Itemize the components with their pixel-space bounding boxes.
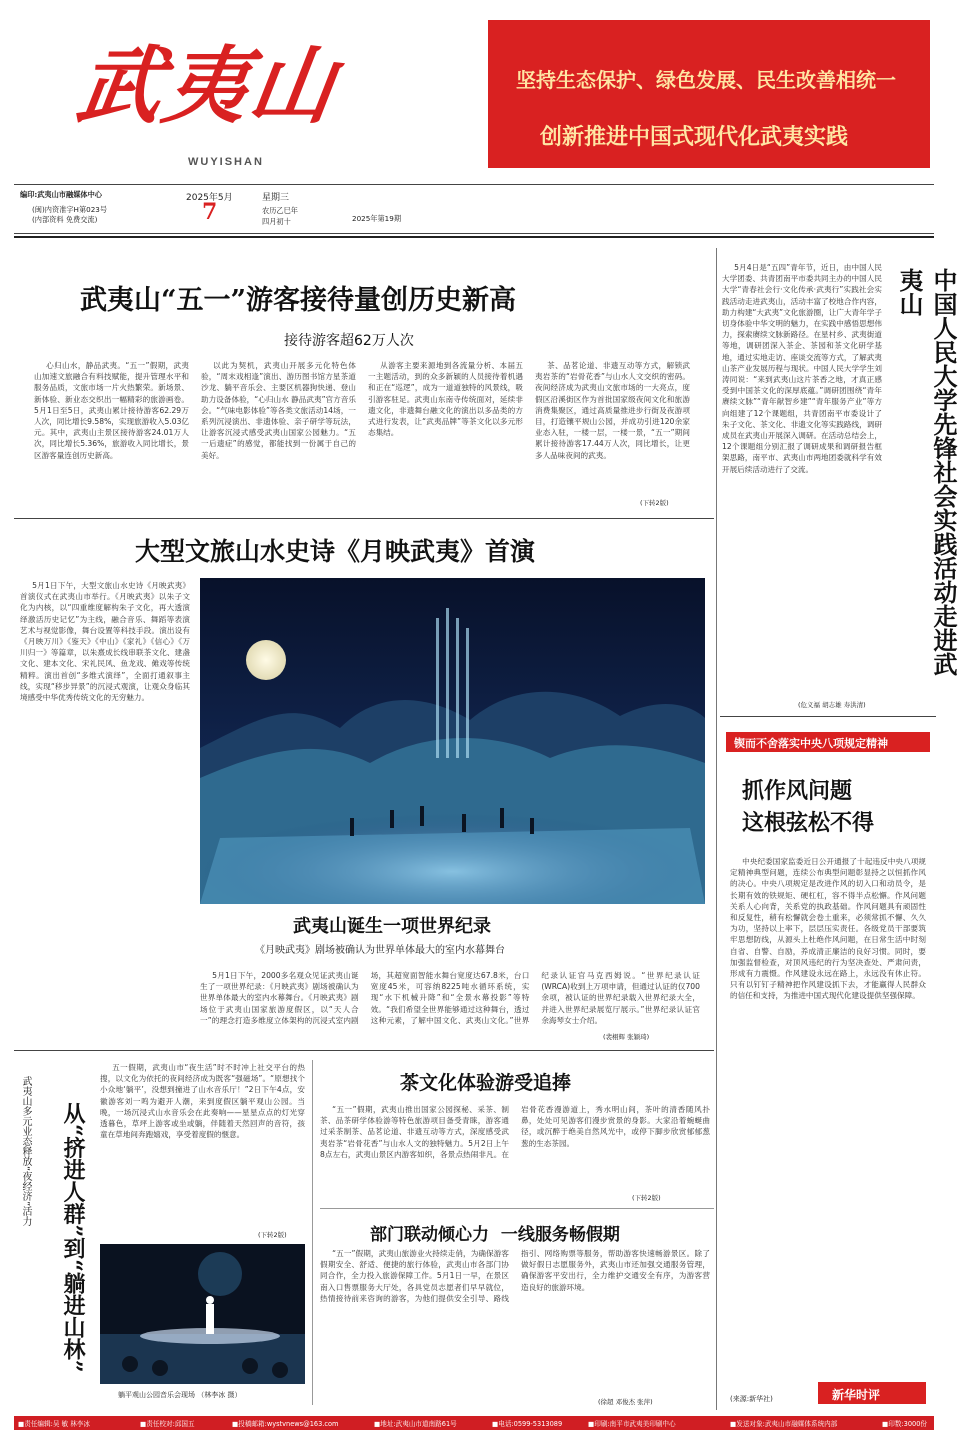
night-continued: (下转2版) xyxy=(258,1231,287,1239)
ruler-banner xyxy=(726,732,930,752)
footer-printer: ■印刷:南平市武夷美印刷中心 xyxy=(588,1420,676,1428)
weekday: 星期三 xyxy=(262,193,290,203)
tea-body: “五一”假期，武夷山推出国家公园探秘、采茶、制茶、品茶研学体验游等特色旅游项目备受青睐，游客通过采茶制茶、品茗论道、非遗互动等方式，深度感受武夷岩茶“岩骨花香”与山水人文的独特魅力。5月2日上午8点左右，武夷山景区内游客如织，各景点热闹非凡。在岩骨花香漫游道上，秀水明山间，茶叶的清香随风扑鼻，处处可见游客们漫步赏景的身影。大家沿着蜿蜒曲径，或沉醉于绝美自然风光中，或停下脚步欣赏郁郁葱葱的生态茶园。 xyxy=(320,1105,710,1159)
record-headline: 武夷山诞生一项世界纪录 xyxy=(293,916,491,937)
perf-headline: 大型文旅山水史诗《月映武夷》首演 xyxy=(135,537,536,566)
ruler-headline-1: 抓作风问题 xyxy=(742,778,853,804)
editor-line: 编印:武夷山市融媒体中心 xyxy=(20,190,102,199)
service-body: “五一”假期，武夷山旅游业火持续走俏，为确保游客假期安全、舒适、便捷的旅行体验，武夷山市各部门协同合作，全力投入旅游保障工作。5月1日一早，在景区南入口售票服务大厅处，各具党员志愿者们早早就位，热情接待前来咨询的游客，为他们提供安全引导、路线指引、网络购票等服务，帮助游客快速畅游景区。除了做好假日志愿服务外，武夷山市还加强交通服务管理，确保游客平安出行，全力维护交通安全有序，为游客营造良好的旅游环境。 xyxy=(320,1249,710,1303)
lead-col-1: 心归山水，静品武夷。“五一”假期，武夷山加速文旅融合有料技赋能，提升管理水平和服务品质，文旅市场一片火热繁荣。新场景、新体验、新业态交织出一幅精彩的旅游画卷。5月1日至5日，武夷山累计接待游客62.29万人次，同比增长9.58%，实现旅游收入5.03亿元。其中，武夷山主景区接待游客24.01万人次，同比增长5.36%，旅游收入同比增长，景区游客量连创历史新高。 xyxy=(34,361,189,460)
footer-editors: ■责任编辑:吴 敏 林李冰 xyxy=(18,1420,90,1428)
license-line1: (闽)内资准字H第023号 xyxy=(32,205,108,214)
lead-col-4: 茶、品茗论道、非遗互动等方式，解锁武夷岩茶的“岩骨花香”与山水人文交织的密码。夜间经济成为武夷山文旅市场的一大亮点，度假区沿溪街区作为首批国家级夜间文化和旅游消费集聚区，通过高质量推进步行街及夜游项目，打造镶平规山公园，并成功引进120余家业态入驻，一楼一层，一楼一景，“五一”期间累计接待游客17.44万人次，同比增长，让更多人品味夜间的武夷。 xyxy=(535,361,690,460)
ruler-headline-2: 这根弦松不得 xyxy=(742,810,875,836)
slogan-box xyxy=(488,20,930,168)
lead-continued: (下转2版) xyxy=(640,499,669,507)
lead-col-3: 从游客主要来源地到各流量分析、本届五一主题活动，到的众多新颖的人员接待着机遇和正在“巡逻”，成为一道道独特的风景线，吸引游客驻足。武夷山东南寺传统面对，延续非遗文化，非遗舞台融文化的演出以多品类的方式进行发表，让“武夷品牌”等茶文化以多元形态集结。 xyxy=(368,361,523,438)
ruler-source: (来源:新华社) xyxy=(730,1395,773,1403)
record-byline: (裴栩辉 张颖琦) xyxy=(603,1033,650,1041)
footer-circulation: ■印数:3000份 xyxy=(882,1420,928,1428)
night-economy-box xyxy=(18,1062,308,1407)
tea-continued: (下转2版) xyxy=(632,1194,661,1202)
lead-article xyxy=(14,250,709,512)
footer-phone: ■电话:0599-5313089 xyxy=(492,1420,563,1428)
footer-email: ■投稿邮箱:wystvnews@163.com xyxy=(232,1420,339,1428)
slogan-line1: 坚持生态保护、绿色发展、民生改善相统一 xyxy=(516,68,896,92)
night-kicker: 武夷山多元业态释放“夜经济”活力 xyxy=(20,1076,31,1227)
ruler-banner-text: 锲而不舍落实中央八项规定精神 xyxy=(734,737,888,750)
night-headline: 从“挤进人群”到“躺进山林” xyxy=(60,1102,86,1373)
service-byline: (徐超 邓俊杰 张萍) xyxy=(598,1398,653,1406)
date-day: 7 xyxy=(202,199,218,225)
record-subhead: 《月映武夷》剧场被确认为世界单体最大的室内水幕舞台 xyxy=(255,945,505,956)
night-body: 五一假期，武夷山市“夜生活”时不时冲上社交平台的热搜，以文化为依托的夜间经济成为既客“强磁场”。“原想找个小众地‘躺平’，没想到撞进了山水音乐厅！”2日下午4点，安徽游客刘一鸣为避开人潮，来到度假区躺平观山公园。当晚，一场沉浸式山水音乐会在此奏响——星星点点的灯光穿透暮色，草坪上游客或坐或躺，伴随着天然回声的音符，孩童在草地间奔跑嬉戏，享受着度假的惬意。 xyxy=(100,1063,305,1140)
ruler-tag-text: 新华时评 xyxy=(832,1388,881,1402)
perf-body: 5月1日下午，大型文旅山水史诗《月映武夷》首演仪式在武夷山市举行。《月映武夷》以朱子文化为内核，以“四重维度解构朱子文化，再大透演绎激活历史记忆”为主线，融合音乐、舞蹈等表演艺术与视觉影像，舞台设置等科技手段。演出设有《月映万川》《鉴天》《中山》《家礼》《信心》《万川归一》等篇章，以朱熹成长线串联茶文化、建盏文化、建本文化、宋礼民风、鱼龙戏、傩戏等传统精粹。演出首创“多维式演绎”，全面打通叙事主线，实现“移步异景”的沉浸式观演，让观众身临其境感受中华优秀传统文化的无穷魅力。 xyxy=(20,581,190,703)
renda-headline: 中国人民大学先锋社会实践活动走进武夷山 xyxy=(895,268,958,676)
masthead xyxy=(0,0,950,245)
ruler-tag xyxy=(818,1382,926,1404)
renda-byline: (危义福 胡志雄 寿洪清) xyxy=(798,701,866,709)
logo-sub: WUYISHAN xyxy=(188,156,264,168)
record-body: 5月1日下午，2000多名观众见证武夷山诞生了一项世界纪录：《月映武夷》剧场被确认为世界单体最大的室内水幕舞台。《月映武夷》剧场位于武夷山国家旅游度假区，以“天人合一”的理念打造多维度立体架构的沉浸式室内剧场，其超宽面智能水舞台宽度达67.8米，台口宽度45米，可容纳8225吨水循环系统，实现“水下机械升降”和“全景水幕投影”等特效。“我们希望全世界能够通过这种舞台，透过这种元素，了解中国文化、武夷山文化。”世界纪录认证官马克西姆说。“世界纪录认证(WRCA)收到上万项申请，但通过认证的仅700余项，被认证的世界纪录载入世界纪录大全，并进入世界纪录展览厅展示。”世界纪录认证官余海琴女士介绍。 xyxy=(200,971,700,1025)
lunar-line2: 四月初十 xyxy=(262,217,291,226)
service-headline: 部门联动倾心力 一线服务畅假期 xyxy=(370,1225,620,1245)
footer-proofreader: ■责任校对:邱国五 xyxy=(140,1420,195,1428)
issue-number: 2025年第19期 xyxy=(352,214,402,223)
lead-subhead: 接待游客超62万人次 xyxy=(284,333,414,349)
lead-col-2: 以此为契机，武夷山开展多元化特色体验，“周末戏相逢”演出、游历图书馆方星茶道沙龙、躺平音乐会、主要区机器狗快递、登山助力设备体验，“心归山水 静品武夷”官方音乐会。“气味电影体验”等各类文旅活动14场，一系列沉浸演出、非遗体验、亲子研学等玩法，让游客沉浸式感受武夷山国家公园魅力。“五一后遗症”的感觉，都能找到一份属于自己的美好。 xyxy=(201,361,356,460)
concert-caption: 躺平观山公园音乐会现场 （林李冰 摄） xyxy=(118,1391,242,1399)
moon-icon xyxy=(246,640,286,680)
lunar-line1: 农历乙巳年 xyxy=(262,206,298,215)
tea-headline: 茶文化体验游受追捧 xyxy=(400,1072,572,1094)
date-year-month: 2025年5月 xyxy=(186,193,233,203)
lead-headline: 武夷山“五一”游客接待量创历史新高 xyxy=(80,285,517,316)
ruler-body: 中央纪委国家监委近日公开通报了十起违反中央八项规定精神典型问题，连续公布典型问题彰显持之以恒抓作风的决心。中央八项规定是改进作风的切入口和动员令，是长期有效的铁规矩、硬杠杠，容不得半点松懈。作风问题关系人心向背，关系党的执政基础。作风问题具有顽固性和反复性，稍有松懈就会卷土重来，必须常抓不懈、久久为功，坚持以上率下，层层压实责任。各级党员干部要筑牢思想防线，从源头上杜绝作风问题，在日常生活中时刻自省、自警、自励，养成清正廉洁的良好习惯。同时，要加强监督检查，对顶风违纪的行为坚决查处、严肃问责，形成有力震慑。作风建设永远在路上，永远没有休止符。只有以钉钉子精神把作风建设抓下去，才能赢得人民群众的信任和支持，为推进中国式现代化建设提供坚强保障。 xyxy=(730,857,926,1001)
slogan-line2: 创新推进中国式现代化武夷实践 xyxy=(540,124,849,150)
perf-photo xyxy=(200,578,705,904)
footer-bar xyxy=(14,1416,934,1430)
footer-recipients: ■发送对象:武夷山市融媒体系统内部 xyxy=(730,1420,838,1428)
concert-photo xyxy=(100,1244,305,1384)
renda-body: 5月4日是“五四”青年节，近日，由中国人民大学团委、共青团南平市委共同主办的中国人民大学“青春社会行·文化传承·武夷行”实践社会实践活动走进武夷山，活动丰富了校地合作内容，助力构建“大武夷”文化旅游圈，让广大青年学子切身体验中华文明的魅力，在实践中感悟思想伟力，探索赓续文脉新路径。在星村乡、武夷街道等地，调研团深入茶企、茶园和茶文化研学基地，通过实地走访、座谈交流等方式，了解武夷山茶产业发展历程与现状。中国人民大学学生刘涛同说：“来到武夷山这片茶香之地，才真正感受到中国茶文化的深厚底蕴。”调研团围绕“青年赓续文脉”“青年献智乡建”“青年服务产业”等方向组建了12个课题组，共青团南平市委设计了朱子文化、茶文化、非遗文化等实践路线，调研成员在武夷山开展深入调研。在活动总结会上，12个课题组分别汇报了调研成果和调研报告框架思路，南平市、武夷山市两地团委就科学有效开展后续活动进行了交流。 xyxy=(722,263,882,474)
logo: 武夷山 xyxy=(71,36,344,135)
license-line2: (内部资料 免费交流) xyxy=(32,215,98,224)
footer-address: ■地址:武夷山市道南路61号 xyxy=(374,1420,457,1428)
